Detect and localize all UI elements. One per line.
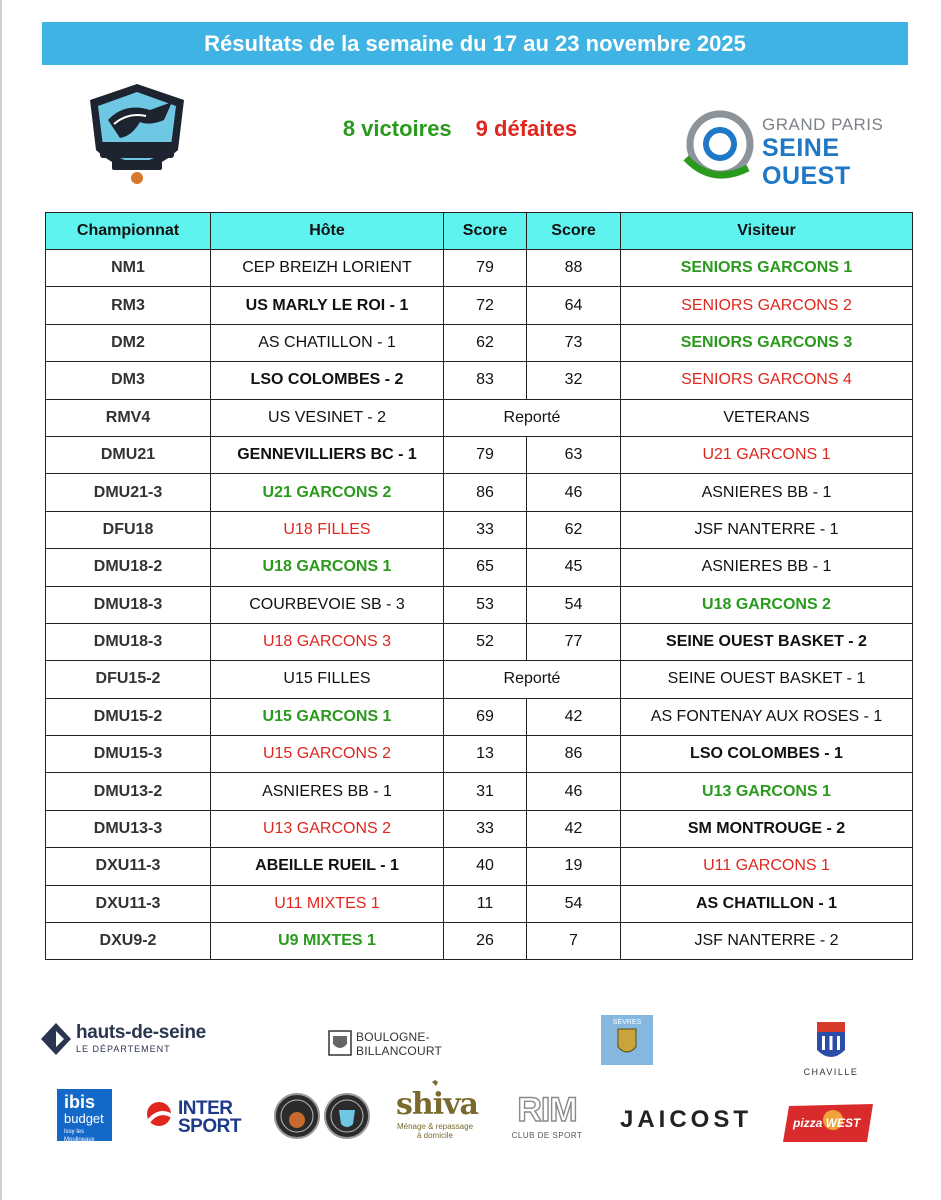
- page-title-banner: [42, 22, 908, 65]
- table-row: [46, 324, 913, 361]
- cell-championnat: DFU15-2: [46, 661, 211, 698]
- cell-score-host: 26: [444, 923, 527, 960]
- cell-score-host: 11: [444, 885, 527, 922]
- partner-badge-2: [323, 1092, 371, 1140]
- cell-host: U18 FILLES: [211, 511, 444, 548]
- cell-visitor: AS CHATILLON - 1: [621, 885, 913, 922]
- intersport-line1: INTER: [178, 1098, 233, 1119]
- cell-reporte: Reporté: [444, 399, 621, 436]
- cell-host: U9 MIXTES 1: [211, 923, 444, 960]
- table-row: [46, 250, 913, 287]
- cell-score-host: 53: [444, 586, 527, 623]
- header-visiteur: Visiteur: [621, 213, 913, 250]
- cell-host: AS CHATILLON - 1: [211, 324, 444, 361]
- cell-championnat: DXU9-2: [46, 923, 211, 960]
- cell-score-visitor: 7: [527, 923, 621, 960]
- gpso-text-bottom: SEINE OUEST: [762, 134, 851, 190]
- cell-score-visitor: 73: [527, 324, 621, 361]
- table-row: [46, 586, 913, 623]
- jaicost-logo: JAICOST: [620, 1106, 753, 1133]
- cell-score-host: 79: [444, 250, 527, 287]
- cell-championnat: DM2: [46, 324, 211, 361]
- table-row: [46, 399, 913, 436]
- table-row: [46, 736, 913, 773]
- cell-host: CEP BREIZH LORIENT: [211, 250, 444, 287]
- header-championnat: Championnat: [46, 213, 211, 250]
- chaville-label: CHAVILLE: [803, 1067, 859, 1077]
- results-tally: [300, 116, 620, 142]
- cell-score-visitor: 62: [527, 511, 621, 548]
- page-title: Résultats de la semaine du 17 au 23 novembre 2025: [204, 30, 746, 56]
- cell-score-host: 13: [444, 736, 527, 773]
- hauts-de-seine-diamond-icon: [40, 1022, 72, 1056]
- cell-score-visitor: 86: [527, 736, 621, 773]
- cell-visitor: U13 GARCONS 1: [621, 773, 913, 810]
- cell-championnat: DMU18-3: [46, 586, 211, 623]
- cell-championnat: DMU21: [46, 436, 211, 473]
- table-row: [46, 362, 913, 399]
- bb-line1: BOULOGNE-: [356, 1030, 430, 1044]
- cell-championnat: DXU11-3: [46, 848, 211, 885]
- cell-score-visitor: 46: [527, 773, 621, 810]
- wins-count: 8 victoires: [342, 116, 452, 141]
- cell-host: U15 GARCONS 1: [211, 698, 444, 735]
- cell-score-visitor: 88: [527, 250, 621, 287]
- pizza-west-label: pizza WEST: [793, 1116, 861, 1130]
- rim-club-de-sport-logo: [497, 1092, 597, 1144]
- table-row: [46, 698, 913, 735]
- cell-championnat: DMU21-3: [46, 474, 211, 511]
- cell-host: U11 MIXTES 1: [211, 885, 444, 922]
- cell-host: US MARLY LE ROI - 1: [211, 287, 444, 324]
- table-row: [46, 623, 913, 660]
- header-score-visitor: Score: [527, 213, 621, 250]
- cell-host: U15 FILLES: [211, 661, 444, 698]
- ibis-line2: budget: [64, 1111, 104, 1126]
- cell-score-host: 69: [444, 698, 527, 735]
- intersport-line2: SPORT: [178, 1116, 241, 1137]
- cell-visitor: SEINE OUEST BASKET - 1: [621, 661, 913, 698]
- cell-visitor: U18 GARCONS 2: [621, 586, 913, 623]
- cell-visitor: JSF NANTERRE - 1: [621, 511, 913, 548]
- table-row: [46, 661, 913, 698]
- hauts-de-seine-logo: [40, 1022, 210, 1062]
- cell-visitor: SM MONTROUGE - 2: [621, 810, 913, 847]
- partner-badge-1: [273, 1092, 321, 1140]
- cell-host: U18 GARCONS 3: [211, 623, 444, 660]
- ibis-line3: Issy les Moulineaux: [64, 1129, 95, 1143]
- gpso-text-top: GRAND PARIS: [762, 115, 884, 134]
- cell-score-visitor: 32: [527, 362, 621, 399]
- cell-host: U15 GARCONS 2: [211, 736, 444, 773]
- cell-score-visitor: 54: [527, 885, 621, 922]
- cell-visitor: U11 GARCONS 1: [621, 848, 913, 885]
- cell-score-host: 65: [444, 549, 527, 586]
- table-row: [46, 773, 913, 810]
- cell-host: COURBEVOIE SB - 3: [211, 586, 444, 623]
- cell-visitor: JSF NANTERRE - 2: [621, 923, 913, 960]
- results-body: [46, 250, 913, 960]
- cell-championnat: DFU18: [46, 511, 211, 548]
- cell-visitor: SENIORS GARCONS 4: [621, 362, 913, 399]
- table-row: [46, 848, 913, 885]
- grand-paris-seine-ouest-logo: [682, 106, 897, 190]
- cell-championnat: RMV4: [46, 399, 211, 436]
- intersport-logo: [142, 1100, 250, 1140]
- sevres-label: SÈVRES: [612, 1019, 642, 1026]
- table-row: [46, 474, 913, 511]
- cell-championnat: DMU15-3: [46, 736, 211, 773]
- cell-host: U13 GARCONS 2: [211, 810, 444, 847]
- cell-score-host: 33: [444, 511, 527, 548]
- cell-reporte: Reporté: [444, 661, 621, 698]
- cell-score-host: 31: [444, 773, 527, 810]
- club-logo: [80, 80, 194, 190]
- results-table: [45, 212, 913, 960]
- bb-line2: BILLANCOURT: [356, 1044, 443, 1058]
- table-row: [46, 287, 913, 324]
- chaville-crest-icon: [800, 1020, 862, 1066]
- cell-host: US VESINET - 2: [211, 399, 444, 436]
- badge-basketball-icon: [273, 1092, 321, 1140]
- sevres-logo: [601, 1015, 653, 1065]
- intersport-swoosh-icon: [142, 1100, 176, 1134]
- boulogne-crest-icon: [328, 1030, 352, 1056]
- cell-score-visitor: 63: [527, 436, 621, 473]
- cell-visitor: ASNIERES BB - 1: [621, 474, 913, 511]
- cell-score-visitor: 54: [527, 586, 621, 623]
- cell-host: U21 GARCONS 2: [211, 474, 444, 511]
- cell-visitor: U21 GARCONS 1: [621, 436, 913, 473]
- chaville-logo: [800, 1020, 862, 1078]
- cell-host: GENNEVILLIERS BC - 1: [211, 436, 444, 473]
- cell-score-visitor: 77: [527, 623, 621, 660]
- cell-score-host: 62: [444, 324, 527, 361]
- crocodile-crest-icon: [80, 80, 194, 190]
- header-score-host: Score: [444, 213, 527, 250]
- cell-championnat: DXU11-3: [46, 885, 211, 922]
- losses-count: 9 défaites: [475, 116, 578, 141]
- cell-visitor: SENIORS GARCONS 3: [621, 324, 913, 361]
- cell-score-host: 33: [444, 810, 527, 847]
- page-edge: [0, 0, 2, 1200]
- gpso-rings-icon: [682, 106, 760, 184]
- cell-visitor: AS FONTENAY AUX ROSES - 1: [621, 698, 913, 735]
- table-row: [46, 549, 913, 586]
- shiva-sub1: Ménage & repassage: [396, 1122, 474, 1131]
- header-hote: Hôte: [211, 213, 444, 250]
- cell-score-host: 52: [444, 623, 527, 660]
- cell-score-host: 79: [444, 436, 527, 473]
- shiva-wordmark: shiva: [396, 1087, 478, 1122]
- cell-score-host: 86: [444, 474, 527, 511]
- cell-score-visitor: 42: [527, 810, 621, 847]
- table-row: [46, 810, 913, 847]
- shiva-logo: [396, 1080, 478, 1140]
- cell-score-visitor: 42: [527, 698, 621, 735]
- cell-score-visitor: 45: [527, 549, 621, 586]
- cell-host: ABEILLE RUEIL - 1: [211, 848, 444, 885]
- rim-subtitle: CLUB DE SPORT: [511, 1131, 583, 1140]
- cell-championnat: RM3: [46, 287, 211, 324]
- cell-visitor: SEINE OUEST BASKET - 2: [621, 623, 913, 660]
- cell-visitor: LSO COLOMBES - 1: [621, 736, 913, 773]
- cell-host: U18 GARCONS 1: [211, 549, 444, 586]
- cell-score-visitor: 19: [527, 848, 621, 885]
- cell-visitor: ASNIERES BB - 1: [621, 549, 913, 586]
- cell-host: LSO COLOMBES - 2: [211, 362, 444, 399]
- badge-crest-icon: [323, 1092, 371, 1140]
- cell-visitor: VETERANS: [621, 399, 913, 436]
- cell-championnat: DMU15-2: [46, 698, 211, 735]
- cell-score-visitor: 46: [527, 474, 621, 511]
- table-row: [46, 436, 913, 473]
- cell-championnat: DMU18-2: [46, 549, 211, 586]
- rim-wordmark: RIM: [517, 1091, 577, 1129]
- cell-championnat: DMU18-3: [46, 623, 211, 660]
- table-row: [46, 511, 913, 548]
- cell-championnat: DMU13-2: [46, 773, 211, 810]
- cell-championnat: DMU13-3: [46, 810, 211, 847]
- sevres-crest-icon: [618, 1029, 636, 1052]
- boulogne-billancourt-logo: [328, 1030, 448, 1060]
- cell-host: ASNIERES BB - 1: [211, 773, 444, 810]
- cell-championnat: NM1: [46, 250, 211, 287]
- cell-score-visitor: 64: [527, 287, 621, 324]
- table-row: [46, 885, 913, 922]
- cell-championnat: DM3: [46, 362, 211, 399]
- cell-score-host: 72: [444, 287, 527, 324]
- ibis-line1: ibis: [64, 1092, 96, 1112]
- cell-visitor: SENIORS GARCONS 1: [621, 250, 913, 287]
- cell-score-host: 83: [444, 362, 527, 399]
- cell-score-host: 40: [444, 848, 527, 885]
- table-header-row: [46, 213, 913, 250]
- ibis-budget-logo: [57, 1089, 112, 1141]
- table-row: [46, 923, 913, 960]
- hds-subtitle: LE DÉPARTEMENT: [76, 1044, 171, 1054]
- shiva-sub2: à domicile: [416, 1131, 453, 1140]
- hds-title: hauts-de-seine: [76, 1022, 206, 1043]
- cell-visitor: SENIORS GARCONS 2: [621, 287, 913, 324]
- pizza-west-logo: [783, 1102, 875, 1144]
